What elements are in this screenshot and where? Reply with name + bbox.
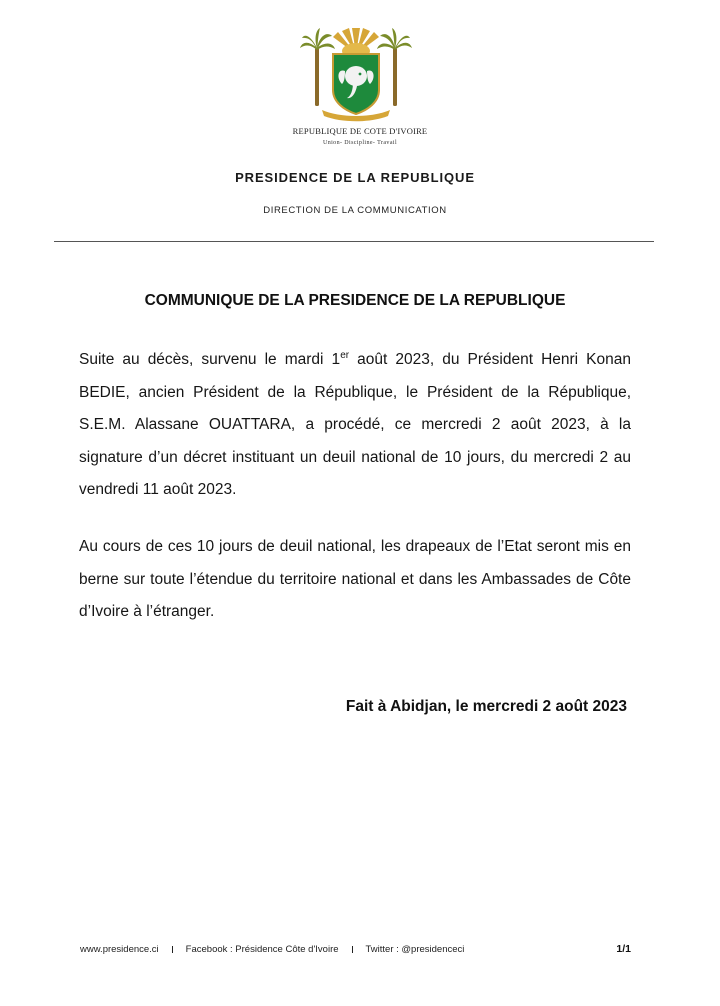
coat-of-arms-icon bbox=[300, 24, 412, 124]
footer-separator bbox=[352, 946, 353, 953]
republic-name: REPUBLIQUE DE COTE D'IVOIRE bbox=[292, 126, 428, 136]
page-number: 1/1 bbox=[616, 943, 631, 955]
department-heading: DIRECTION DE LA COMMUNICATION bbox=[263, 205, 447, 216]
document-title: COMMUNIQUE DE LA PRESIDENCE DE LA REPUBLIQUE bbox=[144, 292, 566, 309]
footer bbox=[80, 944, 464, 955]
body-paragraph-2: Au cours de ces 10 jours de deuil national, les drapeaux de l’Etat seront mis en berne sur toute l’étendue du territoire national et dans les Ambassades de Côte d’Ivoire à l’étranger. bbox=[79, 538, 631, 620]
p1-start: Suite au décès, survenu le mardi 1 bbox=[79, 351, 341, 368]
header-divider bbox=[54, 241, 654, 242]
ordinal-superscript: er bbox=[340, 349, 350, 361]
institution-heading: PRESIDENCE DE LA REPUBLIQUE bbox=[235, 170, 475, 185]
footer-separator bbox=[172, 946, 173, 953]
footer-twitter: Twitter : @presidenceci bbox=[365, 944, 465, 955]
footer-facebook: Facebook : Présidence Côte d'Ivoire bbox=[185, 944, 339, 955]
signoff-line: Fait à Abidjan, le mercredi 2 août 2023 bbox=[345, 698, 627, 715]
body-paragraph-1 bbox=[79, 344, 631, 507]
p1-rest: août 2023, du Président Henri Konan BEDIE, ancien Président de la République, le Président de la République, S.E.M. Alassane OUATTARA, a procédé, ce mercredi 2 août 2023, à la signature d’un décret instituant un deuil national de 10 jours, du mercredi 2 au vendredi 11 août 2023. bbox=[79, 351, 631, 498]
footer-website: www.presidence.ci bbox=[80, 944, 159, 955]
national-motto: Union- Discipline- Travail bbox=[322, 140, 398, 146]
